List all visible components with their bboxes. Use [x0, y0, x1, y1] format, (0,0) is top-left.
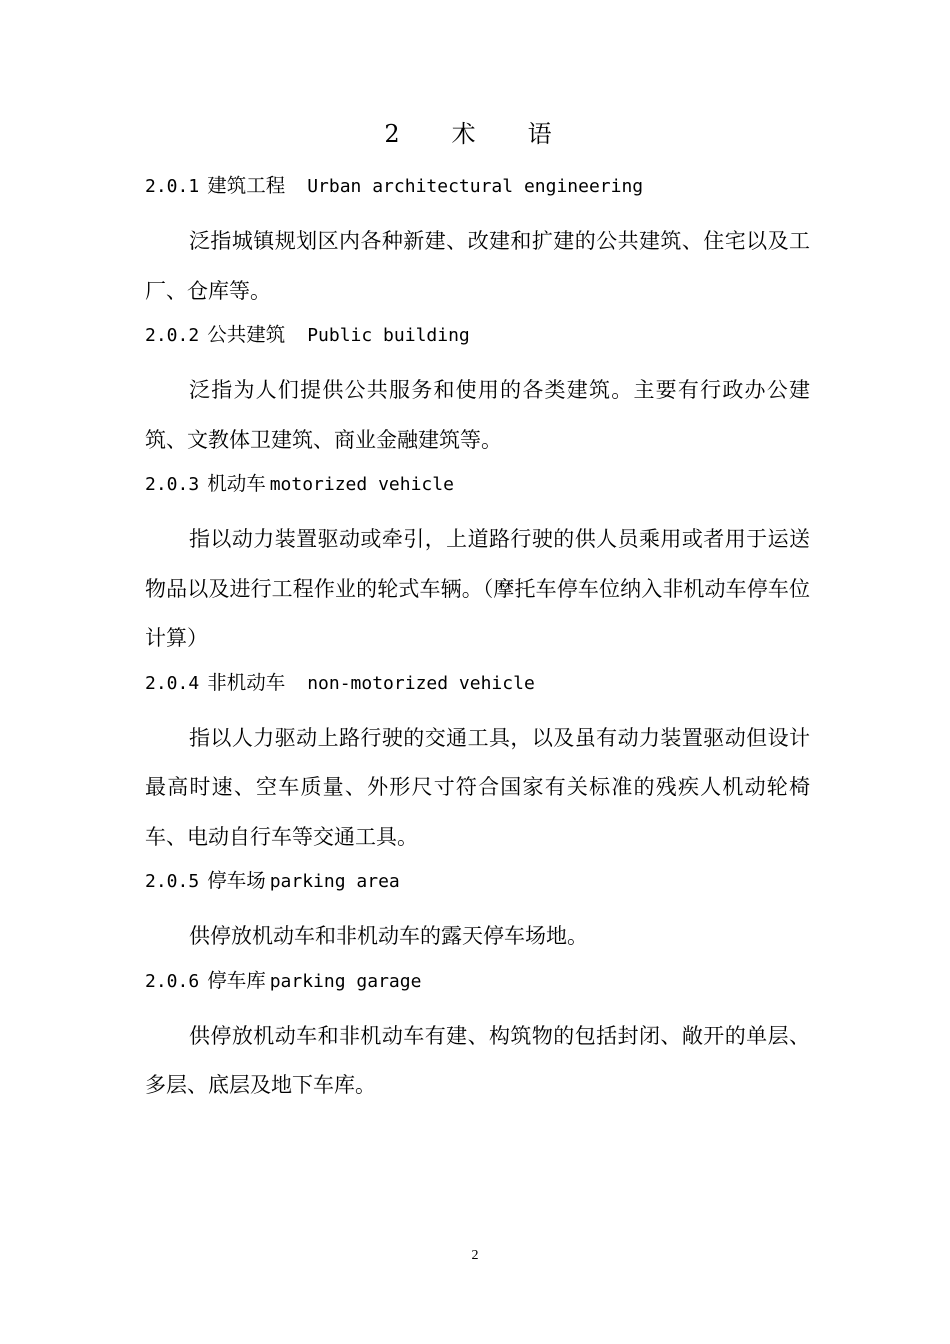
term-section	[145, 963, 810, 1111]
term-en: Urban architectural engineering	[307, 176, 644, 197]
term-definition: 泛指为人们提供公共服务和使用的各类建筑。主要有行政办公建筑、文教体卫建筑、商业金融建筑等。	[145, 378, 810, 452]
term-zh: 公共建筑	[207, 323, 286, 346]
term-number: 2.0.5	[145, 871, 200, 892]
term-heading	[145, 963, 810, 999]
term-number: 2.0.1	[145, 176, 200, 197]
term-en: non-motorized vehicle	[307, 672, 535, 694]
term-en: motorized vehicle	[269, 474, 454, 495]
term-section	[145, 466, 810, 664]
chapter-title: 2 术 语	[384, 120, 566, 148]
term-zh: 建筑工程	[207, 174, 286, 197]
term-definition: 泛指城镇规划区内各种新建、改建和扩建的公共建筑、住宅以及工厂、仓库等。	[145, 229, 810, 303]
term-en: Public building	[307, 325, 470, 346]
term-section	[145, 168, 810, 316]
term-zh: 停车场	[207, 869, 266, 892]
term-heading	[145, 466, 810, 502]
term-definition: 指以人力驱动上路行驶的交通工具，以及虽有动力装置驱动但设计最高时速、空车质量、外形尺寸符合国家有关标准的残疾人机动轮椅车、电动自行车等交通工具。	[145, 725, 810, 849]
term-heading	[145, 863, 810, 899]
term-number: 2.0.2	[145, 325, 200, 346]
term-heading	[145, 665, 810, 701]
term-section	[145, 665, 810, 863]
term-zh: 停车库	[207, 968, 266, 992]
term-en: parking area	[269, 871, 400, 892]
term-number: 2.0.3	[145, 474, 200, 495]
term-definition: 供停放机动车和非机动车有建、构筑物的包括封闭、敞开的单层、多层、底层及地下车库。	[145, 1023, 810, 1097]
term-section	[145, 863, 810, 962]
term-section	[145, 317, 810, 465]
term-zh: 非机动车	[207, 670, 286, 694]
term-heading	[145, 317, 810, 353]
page-number: 2	[471, 1248, 479, 1263]
term-number: 2.0.6	[145, 970, 200, 992]
term-number: 2.0.4	[145, 672, 200, 694]
term-definition: 指以动力装置驱动或牵引，上道路行驶的供人员乘用或者用于运送物品以及进行工程作业的轮式车辆。（摩托车停车位纳入非机动车停车位计算）	[145, 527, 810, 650]
term-en: parking garage	[269, 970, 422, 992]
terms-list	[145, 168, 810, 1112]
term-zh: 机动车	[207, 472, 266, 495]
term-definition: 供停放机动车和非机动车的露天停车场地。	[189, 924, 588, 948]
term-heading	[145, 168, 810, 204]
